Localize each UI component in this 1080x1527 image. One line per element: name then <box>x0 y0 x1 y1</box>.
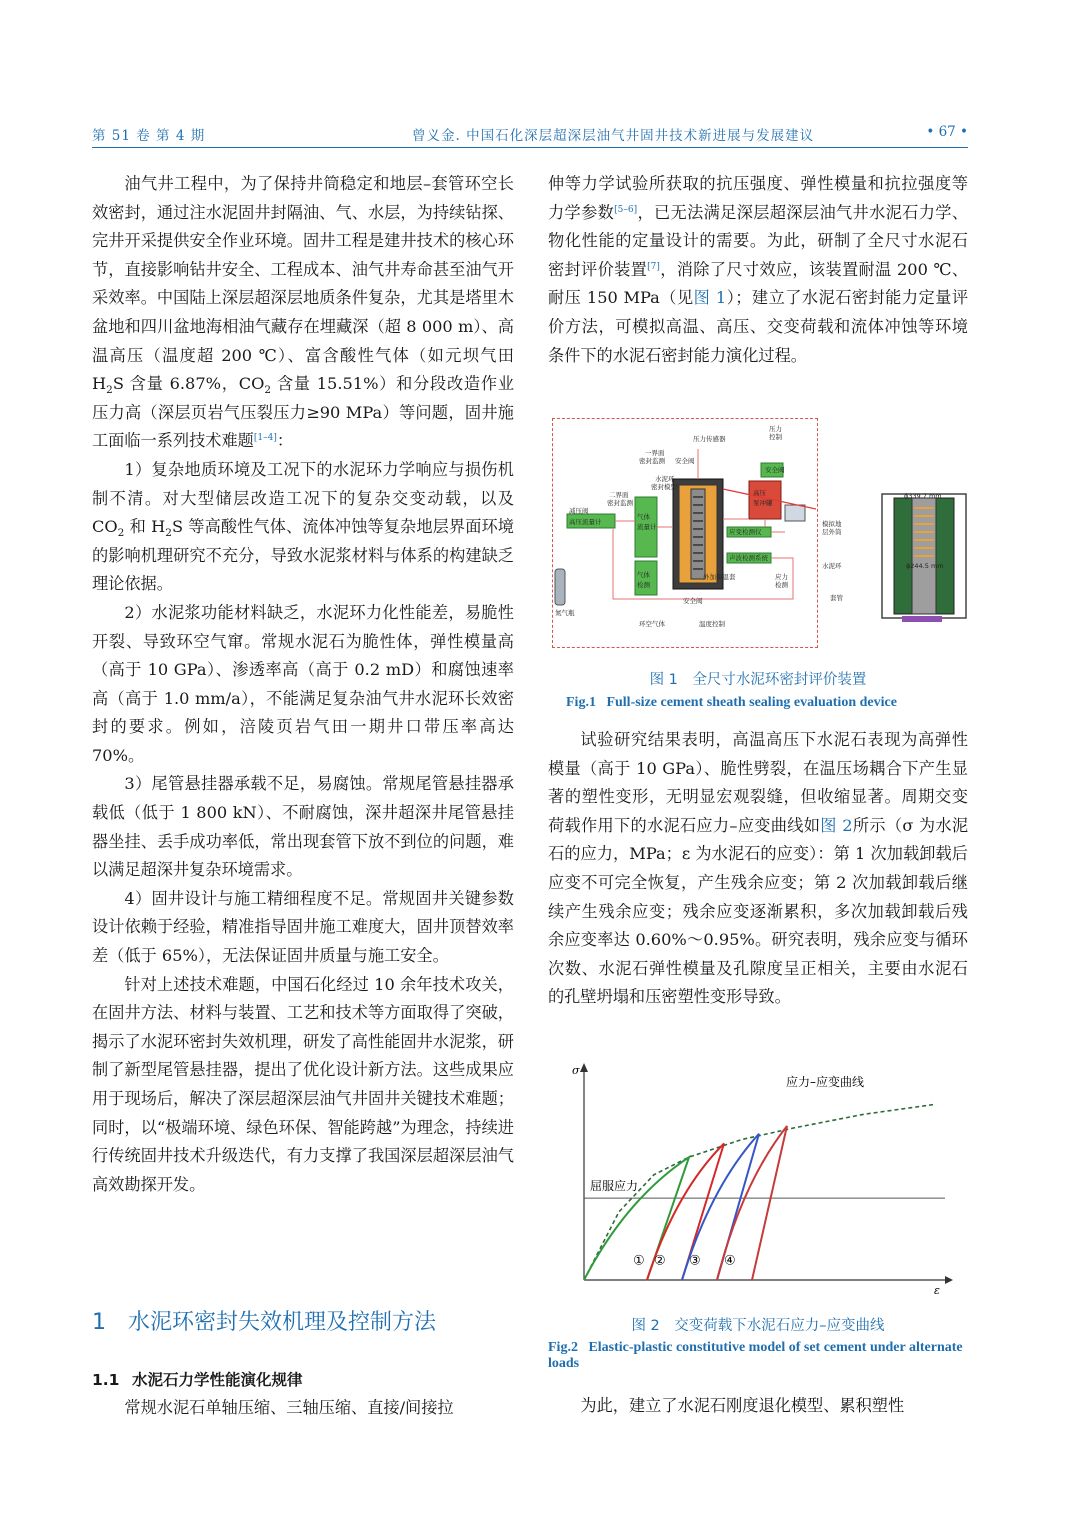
figure-link[interactable]: 图 1 <box>693 288 727 308</box>
svg-text:氮气瓶: 氮气瓶 <box>555 609 575 617</box>
spring <box>914 508 934 556</box>
svg-text:外加保温套: 外加保温套 <box>703 573 736 581</box>
svg-text:泵冲罐: 泵冲罐 <box>753 499 773 507</box>
svg-text:控制: 控制 <box>769 433 782 441</box>
svg-text:安全阀: 安全阀 <box>675 457 695 465</box>
figure-link[interactable]: 图 2 <box>820 815 853 835</box>
casing <box>691 489 705 579</box>
cycle-label-2: ② <box>654 1253 666 1269</box>
apparatus-schematic <box>553 419 816 646</box>
svg-text:安全阀: 安全阀 <box>765 466 785 474</box>
svg-text:应变检测仪: 应变检测仪 <box>729 528 762 536</box>
svg-text:减压阀: 减压阀 <box>569 507 589 515</box>
figure-1-diagram <box>552 418 818 648</box>
figure-1-caption-cn: 图 1 全尺寸水泥环密封评价装置 <box>649 672 867 688</box>
svg-text:压力: 压力 <box>769 425 782 433</box>
svg-text:密封模型: 密封模型 <box>651 483 677 491</box>
right-column-top <box>548 170 968 370</box>
paragraph: 伸等力学试验所获取的抗压强度、弹性模量和抗拉强度等力学参数[5–6]，已无法满足深层超深层油气井水泥石力学、物化性能的定量设计的需要。为此，研制了全尺寸水泥石密封评价装置[7]，消除了尺寸效应，该装置耐温 200 ℃、耐压 150 MPa（见图 1）；建立了水泥石密封能力定量评价方法，可模拟高温、高压、交变荷载和流体冲蚀等环境条件下的水泥石密封能力演化过程。 <box>548 174 969 365</box>
computer <box>785 505 805 521</box>
svg-text:气体: 气体 <box>637 571 650 579</box>
figure-1-caption-en: Fig.1 Full-size cement sheath sealing evaluation device <box>566 695 897 710</box>
x-axis-arrow <box>945 1276 953 1284</box>
stress-strain-chart <box>560 1060 960 1300</box>
header-rule <box>92 147 968 148</box>
figure-1-section-view <box>822 486 982 626</box>
paragraph: 针对上述技术难题，中国石化经过 10 余年技术攻关，在固井方法、材料与装置、工艺和技术等方面取得了突破，揭示了水泥环密封失效机理，研发了高性能固井水泥浆，研制了新型尾管悬挂器，提出了优化设计新方法。这些成果应用于现场后，解决了深层超深层油气井固井关键技术难题；同时，以“极端环境、绿色环保、智能跨越”为理念，持续进行传统固井技术升级迭代，有力支撑了我国深层超深层油气高效勘探开发。 <box>92 974 514 1194</box>
svg-text:套管: 套管 <box>830 594 843 602</box>
paragraph: 试验研究结果表明，高温高压下水泥石表现为高弹性模量（高于 10 GPa）、脆性劈裂，在温压场耦合下产生显著的塑性变形，无明显宏观裂缝，但收缩显著。周期交变荷载作用下的水泥石应力–应变曲线如图 2所示（σ 为水泥石的应力，MPa；ε 为水泥石的应变）：第 1 次加载卸载后应变不可完全恢复，产生残余应变；第 2 次加载卸载后继续产生残余应变；残余应变逐渐累积，多次加载卸载后残余应变率达 0.60%～0.95%。研究表明，残余应变与循环次数、水泥石弹性模量及孔隙度呈正相关，主要由水泥石的孔壁坍塌和压密塑性变形导致。 <box>548 730 969 1007</box>
y-axis-label: σ <box>572 1064 580 1077</box>
svg-text:层外筒: 层外筒 <box>822 528 842 536</box>
figure-2-caption-en: Fig.2 Elastic-plastic constitutive model of set cement under alternate loads <box>548 1340 963 1371</box>
paragraph: 常规水泥石单轴压缩、三轴压缩、直接/间接拉 <box>124 1398 454 1417</box>
svg-text:温度控制: 温度控制 <box>699 620 725 628</box>
citation[interactable]: [7] <box>647 261 660 272</box>
svg-text:安全阀: 安全阀 <box>683 597 703 605</box>
paragraph: 3）尾管悬挂器承载不足，易腐蚀。常规尾管悬挂器承载低（低于 1 800 kN）、不耐腐蚀，深井超深井尾管悬挂器坐挂、丢手成功率低，常出现套管下放不到位的问题，难以满足超深井复杂环境需求。 <box>92 774 514 880</box>
figure-2-chart <box>560 1060 960 1300</box>
paragraph: 4）固井设计与施工精细程度不足。常规固井关键参数设计依赖于经验，精准指导固井施工难度大，固井顶替效率差（低于 65%），无法保证固井质量与施工安全。 <box>92 888 514 966</box>
svg-text:压力传感器: 压力传感器 <box>693 435 726 443</box>
svg-text:密封监测: 密封监测 <box>607 499 633 507</box>
svg-text:密封监测: 密封监测 <box>639 457 665 465</box>
svg-text:环空气体: 环空气体 <box>639 620 665 628</box>
paragraph: 2）水泥浆功能材料缺乏，水泥环力化性能差，易脆性开裂、导致环空气窜。常规水泥石为脆性体，弹性模量高（高于 10 GPa）、渗透率高（高于 0.2 mD）和腐蚀速率高（高于 1.0 mm/a），不能满足复杂油气井水泥环长效密封的要求。例如，涪陵页岩气田一期井口带压率高达 70%。 <box>92 602 514 765</box>
svg-text:流量计: 流量计 <box>637 523 657 531</box>
yield-stress-label: 屈服应力 <box>590 1179 639 1194</box>
citation[interactable]: [5–6] <box>614 204 638 215</box>
paragraph: 1）复杂地质环境及工况下的水泥环力学响应与损伤机制不清。对大型储层改造工况下的复杂交变动载，以及 $CO_2$ 和 $H_2S$ 等高酸性气体、流体冲蚀等复杂地层界面环境的影响机理研究不充分，导致水泥浆材料与体系的构建缺乏理论依据。 <box>92 459 514 594</box>
svg-text:高压流量计: 高压流量计 <box>569 518 602 526</box>
svg-text:ϕ339.7 mm: ϕ339.7 mm <box>904 492 942 500</box>
paragraph: 油气井工程中，为了保持井筒稳定和地层–套管环空长效密封，通过注水泥固井封隔油、气、水层，为持续钻探、完井开采提供安全作业环境。固井工程是建井技术的核心环节，直接影响钻井安全、工程成本、油气井寿命甚至油气开采效率。中国陆上深层超深层地质条件复杂，尤其是塔里木盆地和四川盆地海相油气藏存在埋藏深（超 8 000 m）、高温高压（温度超 200 ℃）、富含酸性气体（如元坝气田 $H_2S$ 含量 6.87%，$CO_2$ 含量 15.51%）和分段改造作业压力高（深层页岩气压裂压力≥90 MPa）等问题，固井施工面临一系列技术难题[1–4]： <box>92 174 515 451</box>
svg-text:高压: 高压 <box>753 489 766 497</box>
svg-text:检测: 检测 <box>637 581 650 589</box>
x-axis-label: ε <box>934 1284 940 1297</box>
right-column-middle <box>548 726 968 1012</box>
curve-title: 应力–应变曲线 <box>786 1075 865 1089</box>
svg-text:声波检测系统: 声波检测系统 <box>729 554 768 562</box>
svg-text:应力: 应力 <box>775 573 788 581</box>
y-axis-arrow <box>580 1063 588 1072</box>
base-plate <box>902 616 942 622</box>
paragraph: 为此，建立了水泥石刚度退化模型、累积塑性 <box>580 1396 905 1415</box>
figure-2-caption-cn: 图 2 交变荷载下水泥石应力–应变曲线 <box>631 1318 885 1334</box>
cycle-label-3: ③ <box>689 1253 701 1269</box>
running-header <box>92 122 968 144</box>
left-column <box>92 170 514 1199</box>
svg-text:二界面: 二界面 <box>609 491 629 499</box>
cycle-label-4: ④ <box>724 1253 736 1269</box>
page-number: • 67 • <box>926 124 968 140</box>
subsection-heading: 1.1 水泥石力学性能演化规律 <box>92 1371 303 1389</box>
svg-text:模拟地: 模拟地 <box>822 520 842 528</box>
svg-text:ϕ244.5 mm: ϕ244.5 mm <box>906 562 944 570</box>
cycle-label-1: ① <box>633 1253 645 1269</box>
svg-text:一界面: 一界面 <box>645 449 665 457</box>
svg-text:检测: 检测 <box>775 581 788 589</box>
section-heading: 1 水泥环密封失效机理及控制方法 <box>92 1310 437 1335</box>
volume-issue: 第 51 卷 第 4 期 <box>92 128 206 144</box>
svg-text:气体: 气体 <box>637 513 650 521</box>
right-column-bottom <box>548 1392 968 1421</box>
svg-text:水泥环: 水泥环 <box>822 562 842 570</box>
svg-text:水泥环: 水泥环 <box>655 475 675 483</box>
nitrogen-bottle <box>555 569 565 605</box>
running-title: 曾义金. 中国石化深层超深层油气井固井技术新进展与发展建议 <box>412 128 815 144</box>
citation[interactable]: [1–4] <box>253 433 277 444</box>
